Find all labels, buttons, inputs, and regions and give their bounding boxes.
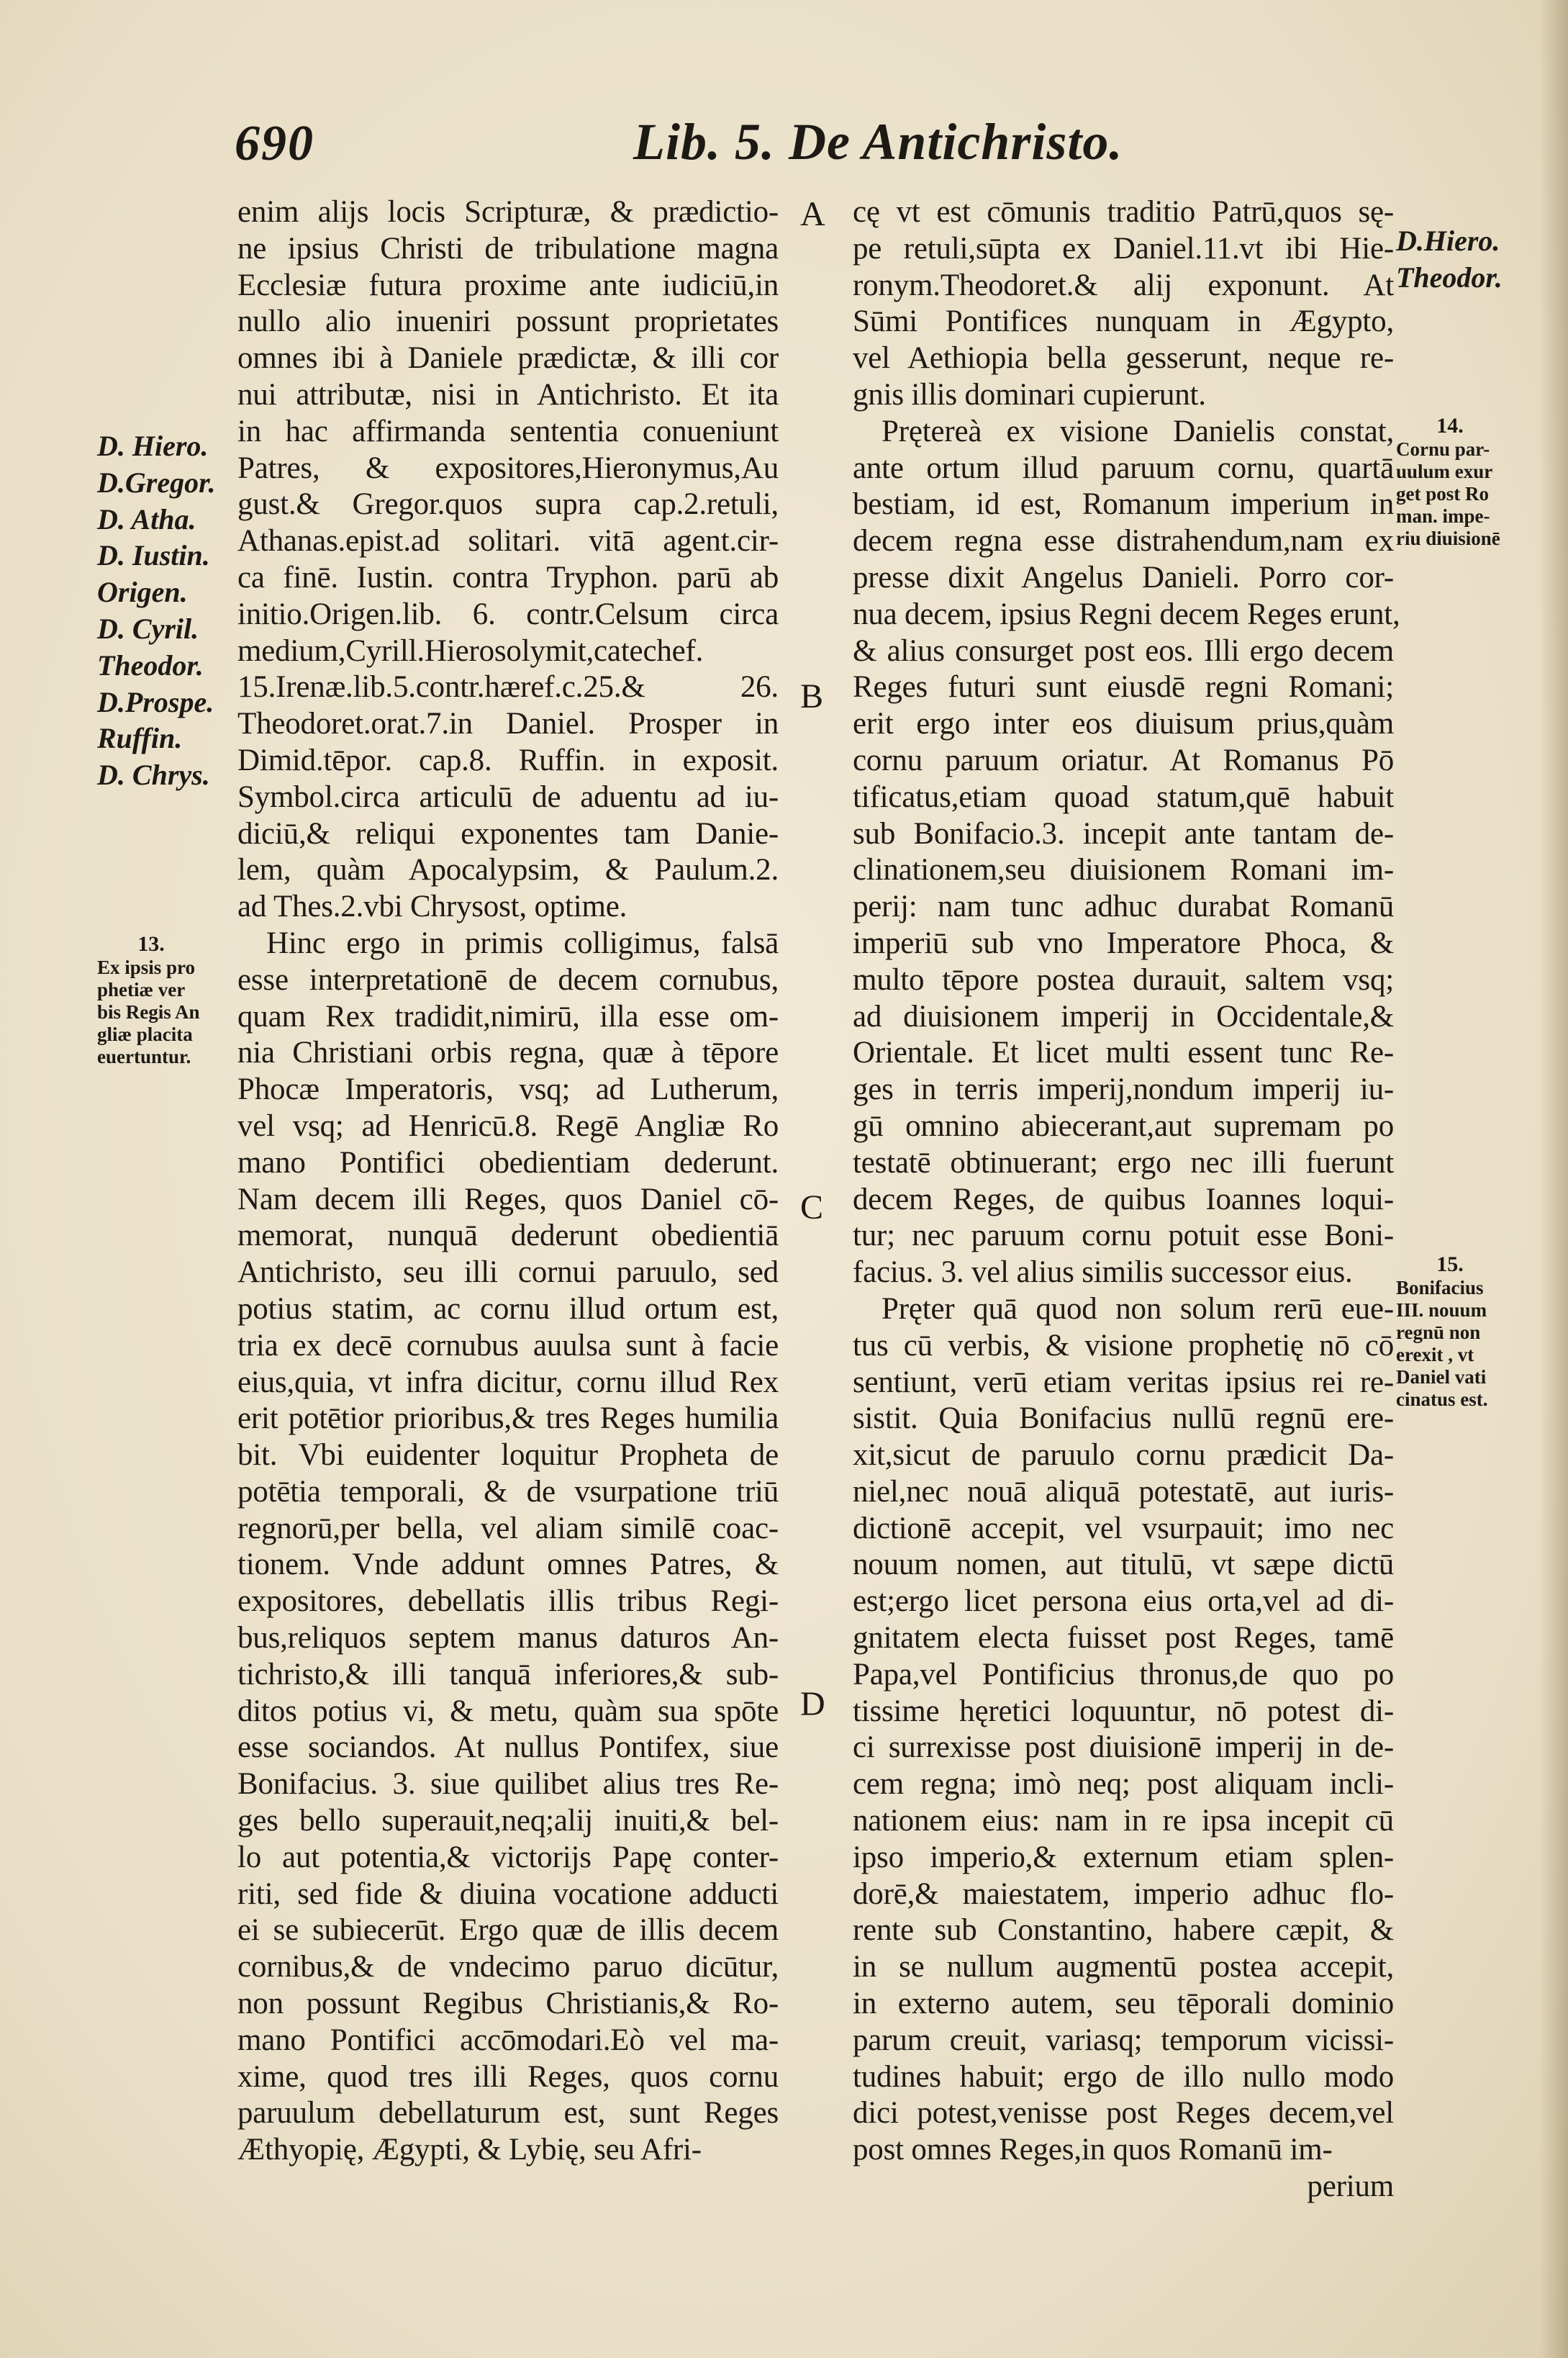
text-line: nui attributæ, nisi in Antichristo. Et ita [237,377,779,412]
section-letter-d: D [800,1685,825,1723]
marginal-authority: D. Iustin. [97,539,210,572]
text-line: rente sub Constantino, habere cæpit, & [853,1913,1394,1948]
text-line: esse sociandos. At nullus Pontifex, siue [237,1730,779,1765]
text-line: decem regna esse distrahendum,nam ex [853,524,1394,559]
left-margin-authorities [97,428,241,794]
marginal-note-line: erexit , vt [1396,1344,1474,1365]
text-line: dici potest,venisse post Reges decem,vel [853,2096,1394,2131]
text-line: gū omnino abiecerant,aut supremam po [853,1108,1394,1143]
text-line: gust.& Gregor.quos supra cap.2.retuli, [237,487,779,522]
right-margin-note-15 [1396,1252,1551,1411]
text-line: in se nullum augmentū postea accepit, [853,1950,1394,1984]
text-line: cę vt est cōmunis traditio Patrū,quos sę- [853,195,1394,229]
text-line: bus,reliquos septem manus daturos An- [237,1621,779,1655]
text-line: tria ex decē cornubus auulsa sunt à facie [237,1328,779,1363]
text-line: tionem. Vnde addunt omnes Patres, & [237,1548,779,1582]
right-margin-authorities [1396,223,1551,297]
text-line: 15.Irenæ.lib.5.contr.hæref.c.25.& 26. [237,670,779,705]
text-line: Bonifacius. 3. siue quilibet alius tres Re- [237,1767,779,1802]
text-line: clinationem,seu diuisionem Romani im- [853,853,1394,887]
text-line: post omnes Reges,in quos Romanū im- [853,2133,1333,2167]
marginal-note-line: riu diuisionē [1396,528,1500,549]
text-line: erit potētior prioribus,& tres Reges humilia [237,1401,779,1436]
text-line: Athanas.epist.ad solitari. vitā agent.cir- [237,524,779,559]
text-line: nouum nomen, aut titulū, vt sæpe dictū [853,1548,1394,1582]
text-line: multo tēpore postea durauit, saltem vsq; [853,962,1394,997]
text-line: xit,sicut de paruulo cornu prædicit Da- [853,1438,1394,1473]
marginal-note-line: cinatus est. [1396,1388,1488,1410]
text-line: riti, sed fide & diuina vocatione adducti [237,1876,779,1911]
marginal-note-line: man. impe- [1396,505,1490,527]
marginal-authority: Ruffin. [97,722,183,755]
text-line: Dimid.tēpor. cap.8. Ruffin. in exposit. [237,743,779,777]
marginal-note-line: uulum exur [1396,461,1493,482]
marginal-note-line: Cornu par- [1396,438,1490,460]
text-line: gnis illis dominari cupierunt. [853,377,1206,412]
text-line: non possunt Regibus Christianis,& Ro- [237,1987,779,2021]
text-line: dorē,& maiestatem, imperio adhuc flo- [853,1876,1394,1911]
marginal-note-number: 13. [137,932,165,956]
text-line: ges bello superauit,neq;alij inuiti,& bel- [237,1804,779,1838]
text-line: Sūmi Pontifices nunquam in Ægypto, [853,304,1394,339]
text-line: presse dixit Angelus Danieli. Porro cor- [853,560,1394,595]
left-margin-note-13 [97,932,241,1068]
marginal-authority: D. Chrys. [97,759,210,792]
marginal-authority: D. Hiero. [97,430,209,462]
text-line: Pręter quā quod non solum rerū eue- [882,1291,1394,1326]
text-line: nationem eius: nam in re ipsa incepit cū [853,1804,1394,1838]
text-line: in hac affirmanda sententia conueniunt [237,414,779,448]
text-line: omnes ibi à Daniele prædictæ, & illi cor [237,341,779,376]
text-line: eius,quia, vt infra dicitur, cornu illud Rex [237,1365,779,1399]
text-line: vel Aethiopia bella gesserunt, neque re- [853,341,1394,376]
marginal-note-line: regnū non [1396,1322,1481,1343]
marginal-note-line: Ex ipsis pro [97,957,196,978]
text-line: Patres, & expositores,Hieronymus,Au [237,451,779,485]
text-line: in externo autem, seu tēporali dominio [853,1987,1394,2021]
running-title: Lib. 5. De Antichristo. [633,113,1123,171]
text-line: esse interpretationē de decem cornubus, [237,962,779,997]
marginal-authority: Origen. [97,576,188,609]
text-line: pe retuli,sūpta ex Daniel.11.vt ibi Hie- [853,231,1394,266]
text-line: perij: nam tunc adhuc durabat Romanū [853,890,1394,924]
text-line: ante ortum illud paruum cornu, quartā [853,451,1394,485]
text-line: ne ipsius Christi de tribulatione magna [237,231,779,266]
text-line: Æthyopię, Ægypti, & Lybię, seu Afri- [237,2133,702,2167]
text-line: vel vsq; ad Henricū.8. Regē Angliæ Ro [237,1108,779,1143]
text-line: ipso imperio,& externum etiam splen- [853,1840,1394,1874]
left-text-column [237,194,779,2169]
text-line: gnitatem electa fuisset post Reges, tamē [853,1621,1394,1655]
text-line: Reges futuri sunt eiusdē regni Romani; [853,670,1394,705]
marginal-note-line: Bonifacius [1396,1277,1484,1298]
text-line: mano Pontifici accōmodari.Eò vel ma- [237,2023,779,2057]
marginal-authority: D. Atha. [97,502,196,536]
text-line: nia Christiani orbis regna, quæ à tēpore [237,1036,779,1070]
marginal-note-line: III. nouum [1396,1299,1487,1321]
text-line: Prętereà ex visione Danielis constat, [882,414,1394,448]
page-edge-shadow [1539,0,1568,2358]
text-line: medium,Cyrill.Hierosolymit,catechef. [237,633,704,668]
text-line: nullo alio inueniri possunt proprietates [237,304,779,339]
marginal-note-line: euertuntur. [97,1046,191,1067]
text-line: facius. 3. vel alius similis successor eius. [853,1255,1353,1290]
right-margin-note-14 [1396,414,1551,550]
text-line: cornu paruum oriatur. At Romanus Pō [853,743,1394,777]
text-line: ca finē. Iustin. contra Tryphon. parū ab [237,560,779,595]
text-line: tur; nec paruum cornu potuit esse Boni- [853,1219,1394,1253]
right-text-column [853,194,1400,2205]
text-line: potētia temporali, & de vsurpatione triū [237,1474,779,1509]
marginal-note-line: phetiæ ver [97,979,186,1000]
marginal-authority: Theodor. [97,649,204,682]
text-line: tudines habuit; ergo de illo nullo modo [853,2059,1394,2094]
text-line: regnorū,per bella, vel aliam similē coac- [237,1511,779,1545]
text-line: ci surrexisse post diuisionē imperij in de- [853,1730,1394,1765]
text-line: bestiam, id est, Romanum imperium in [853,487,1394,522]
marginal-authority: Theodor. [1396,261,1503,294]
text-line: ronym.Theodoret.& alij exponunt. At [853,268,1394,302]
text-line: tificatus,etiam quoad statum,quē habuit [853,780,1394,814]
text-line: lo aut potentia,& victorijs Papę conter- [237,1840,779,1874]
running-head [0,108,1568,173]
text-line: xime, quod tres illi Reges, quos cornu [237,2059,779,2094]
text-line: ditos potius vi, & metu, quàm sua spōte [237,1694,779,1728]
marginal-authority: D.Gregor. [97,466,216,499]
marginal-note-line: Daniel vati [1396,1366,1487,1388]
text-line: tissime hęretici loquuntur, nō potest di- [853,1694,1394,1728]
text-line: parum creuit, variasq; temporum vicissi- [853,2023,1394,2057]
marginal-note-line: gliæ placita [97,1024,193,1045]
text-line: lem, quàm Apocalypsim, & Paulum.2. [237,853,779,887]
text-line: enim alijs locis Scripturæ, & prædictio- [237,195,779,229]
text-line: ad diuisionem imperij in Occidentale,& [853,999,1394,1034]
text-line: imperiū sub vno Imperatore Phoca, & [853,926,1394,960]
marginal-authority: D. Cyril. [97,612,199,645]
text-line: memorat, nunquā dederunt obedientiā [237,1219,779,1253]
text-line: Hinc ergo in primis colligimus, falsā [266,926,779,960]
text-line: Orientale. Et licet multi essent tunc Re- [853,1036,1394,1070]
text-line: quam Rex tradidit,nimirū, illa esse om- [237,999,779,1034]
text-line: est;ergo licet persona eius orta,vel ad di- [853,1584,1394,1619]
text-line: potius statim, ac cornu illud ortum est, [237,1291,779,1326]
text-line: dictionē accepit, vel vsurpauit; imo nec [853,1511,1394,1545]
text-line: Ecclesiæ futura proxime ante iudiciū,in [237,268,779,302]
catchword: perium [1307,2169,1394,2204]
text-line: Phocæ Imperatoris, vsq; ad Lutherum, [237,1072,779,1107]
text-line: mano Pontifici obedientiam dederunt. [237,1145,779,1180]
text-line: Theodoret.orat.7.in Daniel. Prosper in [237,707,779,741]
text-line: tus cū verbis, & visione prophetię nō cō [853,1328,1394,1363]
marginal-note-number: 14. [1436,414,1464,438]
text-line: paruulum debellaturum est, sunt Reges [237,2096,779,2131]
text-line: decem Reges, de quibus Ioannes loqui- [853,1182,1394,1216]
text-line: niel,nec nouā aliquā potestatē, aut iuris- [853,1474,1394,1509]
text-line: sub Bonifacio.3. incepit ante tantam de- [853,816,1394,851]
section-letter-a: A [800,195,825,233]
section-letter-b: B [800,677,824,715]
text-line: Symbol.circa articulū de aduentu ad iu- [237,780,779,814]
text-line: cornibus,& de vndecimo paruo dicūtur, [237,1950,779,1984]
marginal-note-number: 15. [1436,1252,1464,1276]
text-line: & alius consurget post eos. Illi ergo decem [853,633,1394,668]
marginal-note-line: bis Regis An [97,1001,200,1023]
text-line: testatē obtinuerant; ergo nec illi fuerunt [853,1145,1394,1180]
text-line: Nam decem illi Reges, quos Daniel cō- [237,1182,779,1216]
text-line: ges in terris imperij,nondum imperij iu- [853,1072,1394,1107]
text-line: initio.Origen.lib. 6. contr.Celsum circa [237,597,779,631]
text-line: Antichristo, seu illi cornui paruulo, sed [237,1255,779,1290]
text-line: sistit. Quia Bonifacius nullū regnū ere- [853,1401,1394,1436]
section-letter-c: C [800,1188,824,1227]
marginal-note-line: get post Ro [1396,483,1489,505]
text-line: tichristo,& illi tanquā inferiores,& sub- [237,1657,779,1691]
text-line: sentiunt, verū etiam veritas ipsius rei re- [853,1365,1394,1399]
marginal-authority: D.Prospe. [97,685,214,718]
page-number: 690 [235,116,314,171]
marginal-authority: D.Hiero. [1396,225,1500,257]
text-line: nua decem, ipsius Regni decem Reges erunt, [853,597,1400,631]
text-line: bit. Vbi euidenter loquitur Propheta de [237,1438,779,1473]
text-line: ad Thes.2.vbi Chrysost, optime. [237,890,627,924]
text-line: ei se subiecerūt. Ergo quæ de illis decem [237,1913,779,1948]
text-line: expositores, debellatis illis tribus Regi- [237,1584,779,1619]
text-line: erit ergo inter eos diuisum prius,quàm [853,707,1394,741]
text-line: cem regna; imò neq; post aliquam incli- [853,1767,1394,1802]
text-line: Papa,vel Pontificius thronus,de quo po [853,1657,1394,1691]
text-line: diciū,& reliqui exponentes tam Danie- [237,816,779,851]
